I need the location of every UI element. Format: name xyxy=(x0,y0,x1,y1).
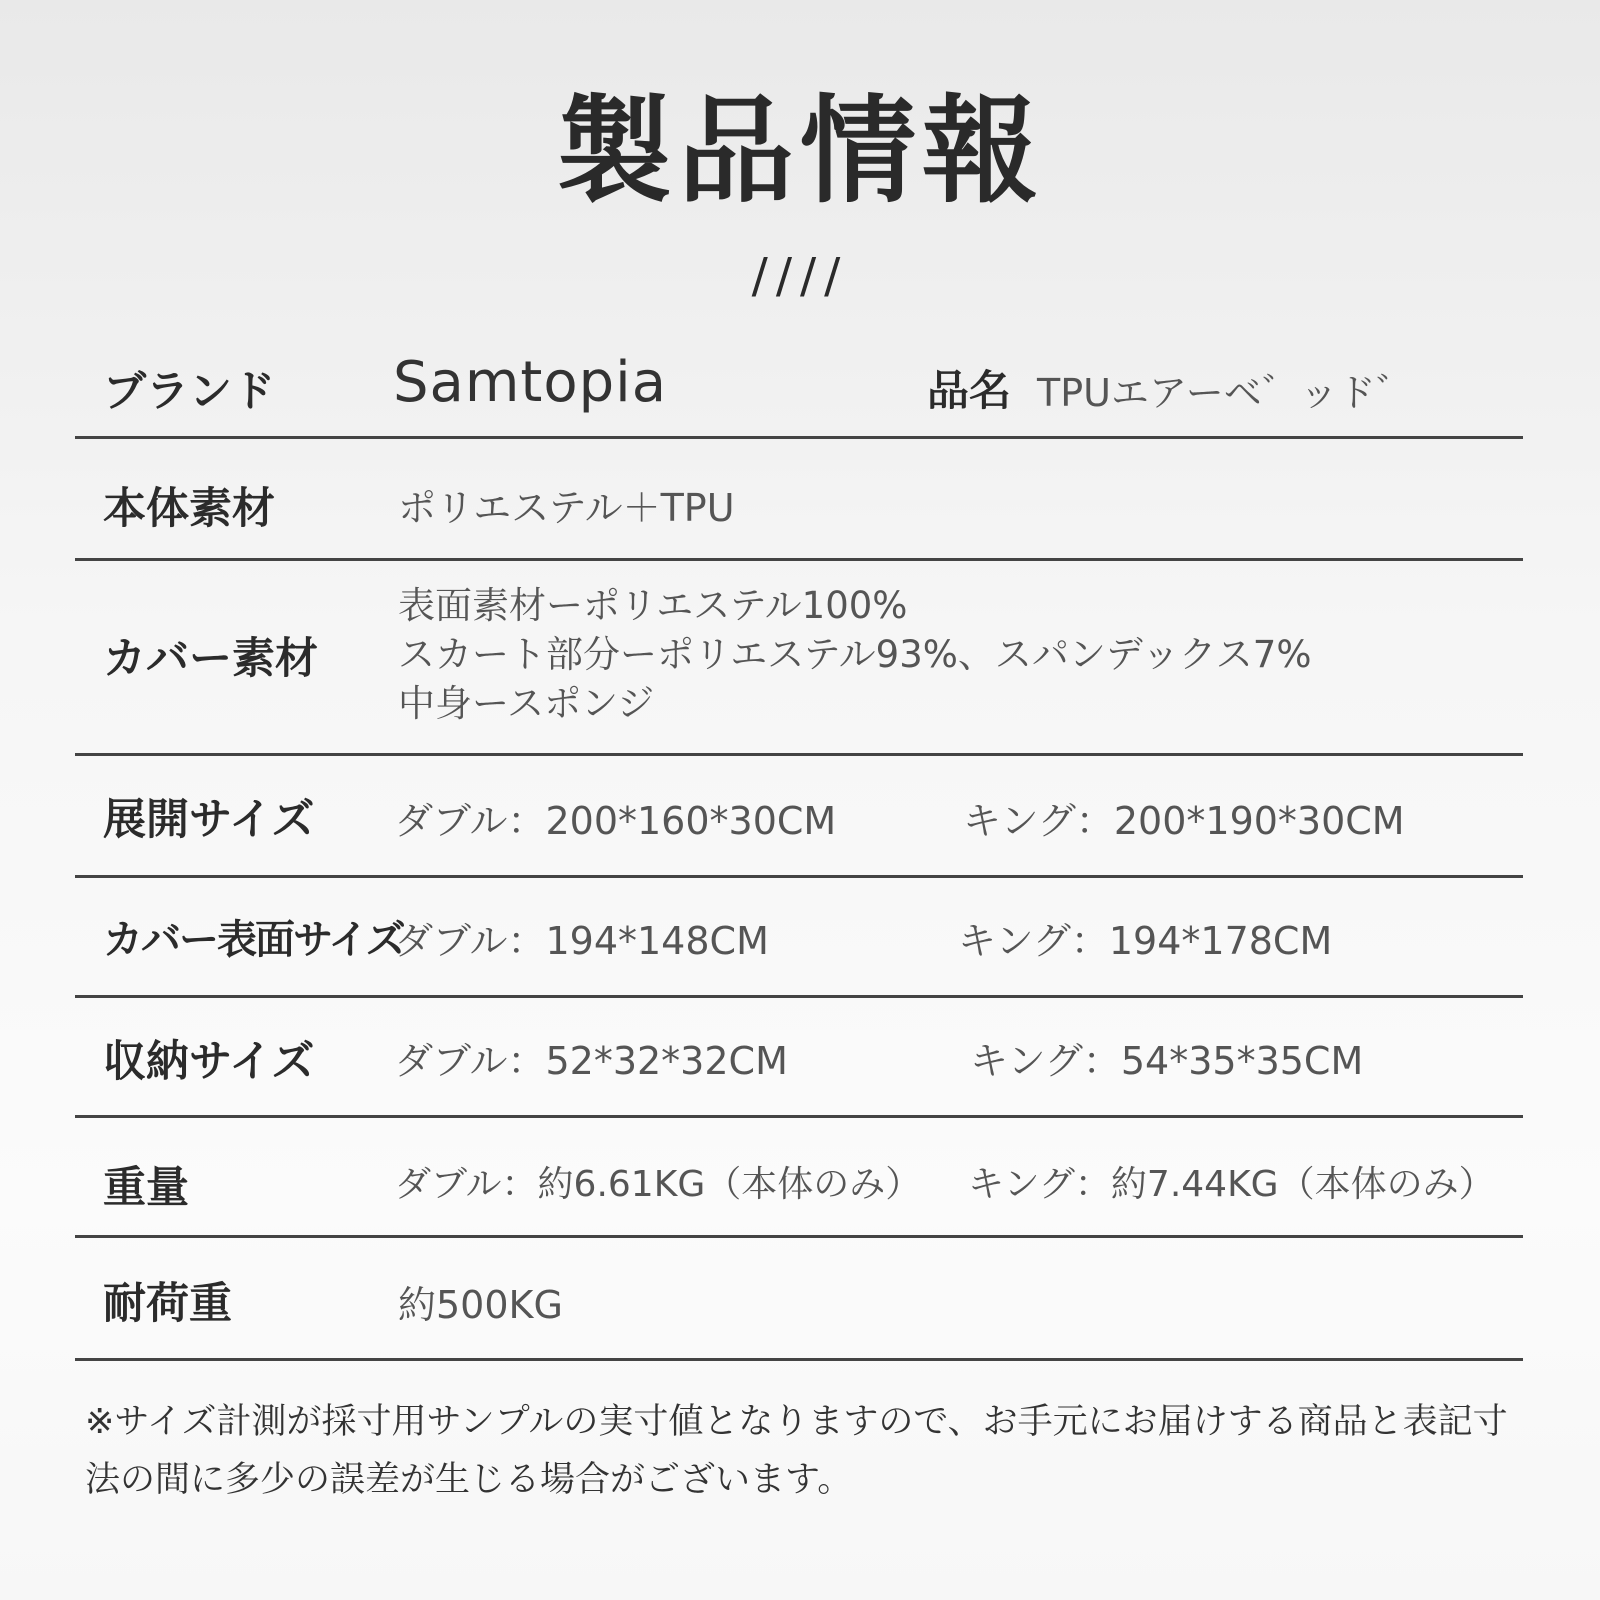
spec-row-weight xyxy=(75,1118,1523,1238)
row-label: 収納サイズ xyxy=(103,1037,315,1087)
product-name-label: 品名 xyxy=(927,366,1012,415)
brand-label: ブランド xyxy=(103,367,275,417)
double-value: ダブル：52*32*32CM xyxy=(395,1039,788,1083)
disclaimer-note: ※サイズ計測が採寸用サンプルの実寸値となりますので、お手元にお届けする商品と表記寸法の間に多少の誤差が生じる場合がございます。 xyxy=(85,1402,1508,1500)
page-title: 製品情報 xyxy=(556,84,1044,219)
cover-material-line: 表面素材ーポリエステル100% xyxy=(398,584,908,627)
cover-material-lines xyxy=(398,581,1312,728)
king-value: キング：194*178CM xyxy=(958,919,1333,963)
spec-row-storage-size xyxy=(75,998,1523,1118)
double-value: ダブル：約6.61KG（本体のみ） xyxy=(395,1164,922,1205)
cover-material-line: 中身ースポンジ xyxy=(398,682,655,725)
row-label: カバー素材 xyxy=(103,634,318,684)
row-value: 約500KG xyxy=(398,1283,563,1327)
double-value: ダブル：194*148CM xyxy=(395,919,769,963)
king-value: キング：54*35*35CM xyxy=(970,1039,1364,1083)
spec-row-brand xyxy=(75,330,1523,439)
row-label: 展開サイズ xyxy=(103,795,315,845)
spec-row-cover-surface-size xyxy=(75,878,1523,998)
spec-row-unfolded-size xyxy=(75,756,1523,878)
king-value: キング：200*190*30CM xyxy=(963,799,1405,843)
spec-row-load-capacity xyxy=(75,1238,1523,1361)
double-value: ダブル：200*160*30CM xyxy=(395,799,837,843)
spec-row-cover-material xyxy=(75,561,1523,756)
row-label: 重量 xyxy=(103,1163,189,1213)
row-label: 本体素材 xyxy=(103,484,275,534)
brand-logo: Samtopia xyxy=(393,350,668,415)
spec-row-body-material xyxy=(75,439,1523,561)
king-value: キング：約7.44KG（本体のみ） xyxy=(968,1164,1495,1205)
row-label: 耐荷重 xyxy=(103,1279,232,1329)
product-name-value: TPUエアーベ゛ッド゛ xyxy=(1037,371,1414,415)
title-divider: //// xyxy=(751,248,849,304)
cover-material-line: スカート部分ーポリエステル93%、スパンデックス7% xyxy=(398,633,1312,676)
row-value: ポリエステル＋TPU xyxy=(398,486,735,530)
row-label: カバー表面サイズ xyxy=(103,917,404,963)
